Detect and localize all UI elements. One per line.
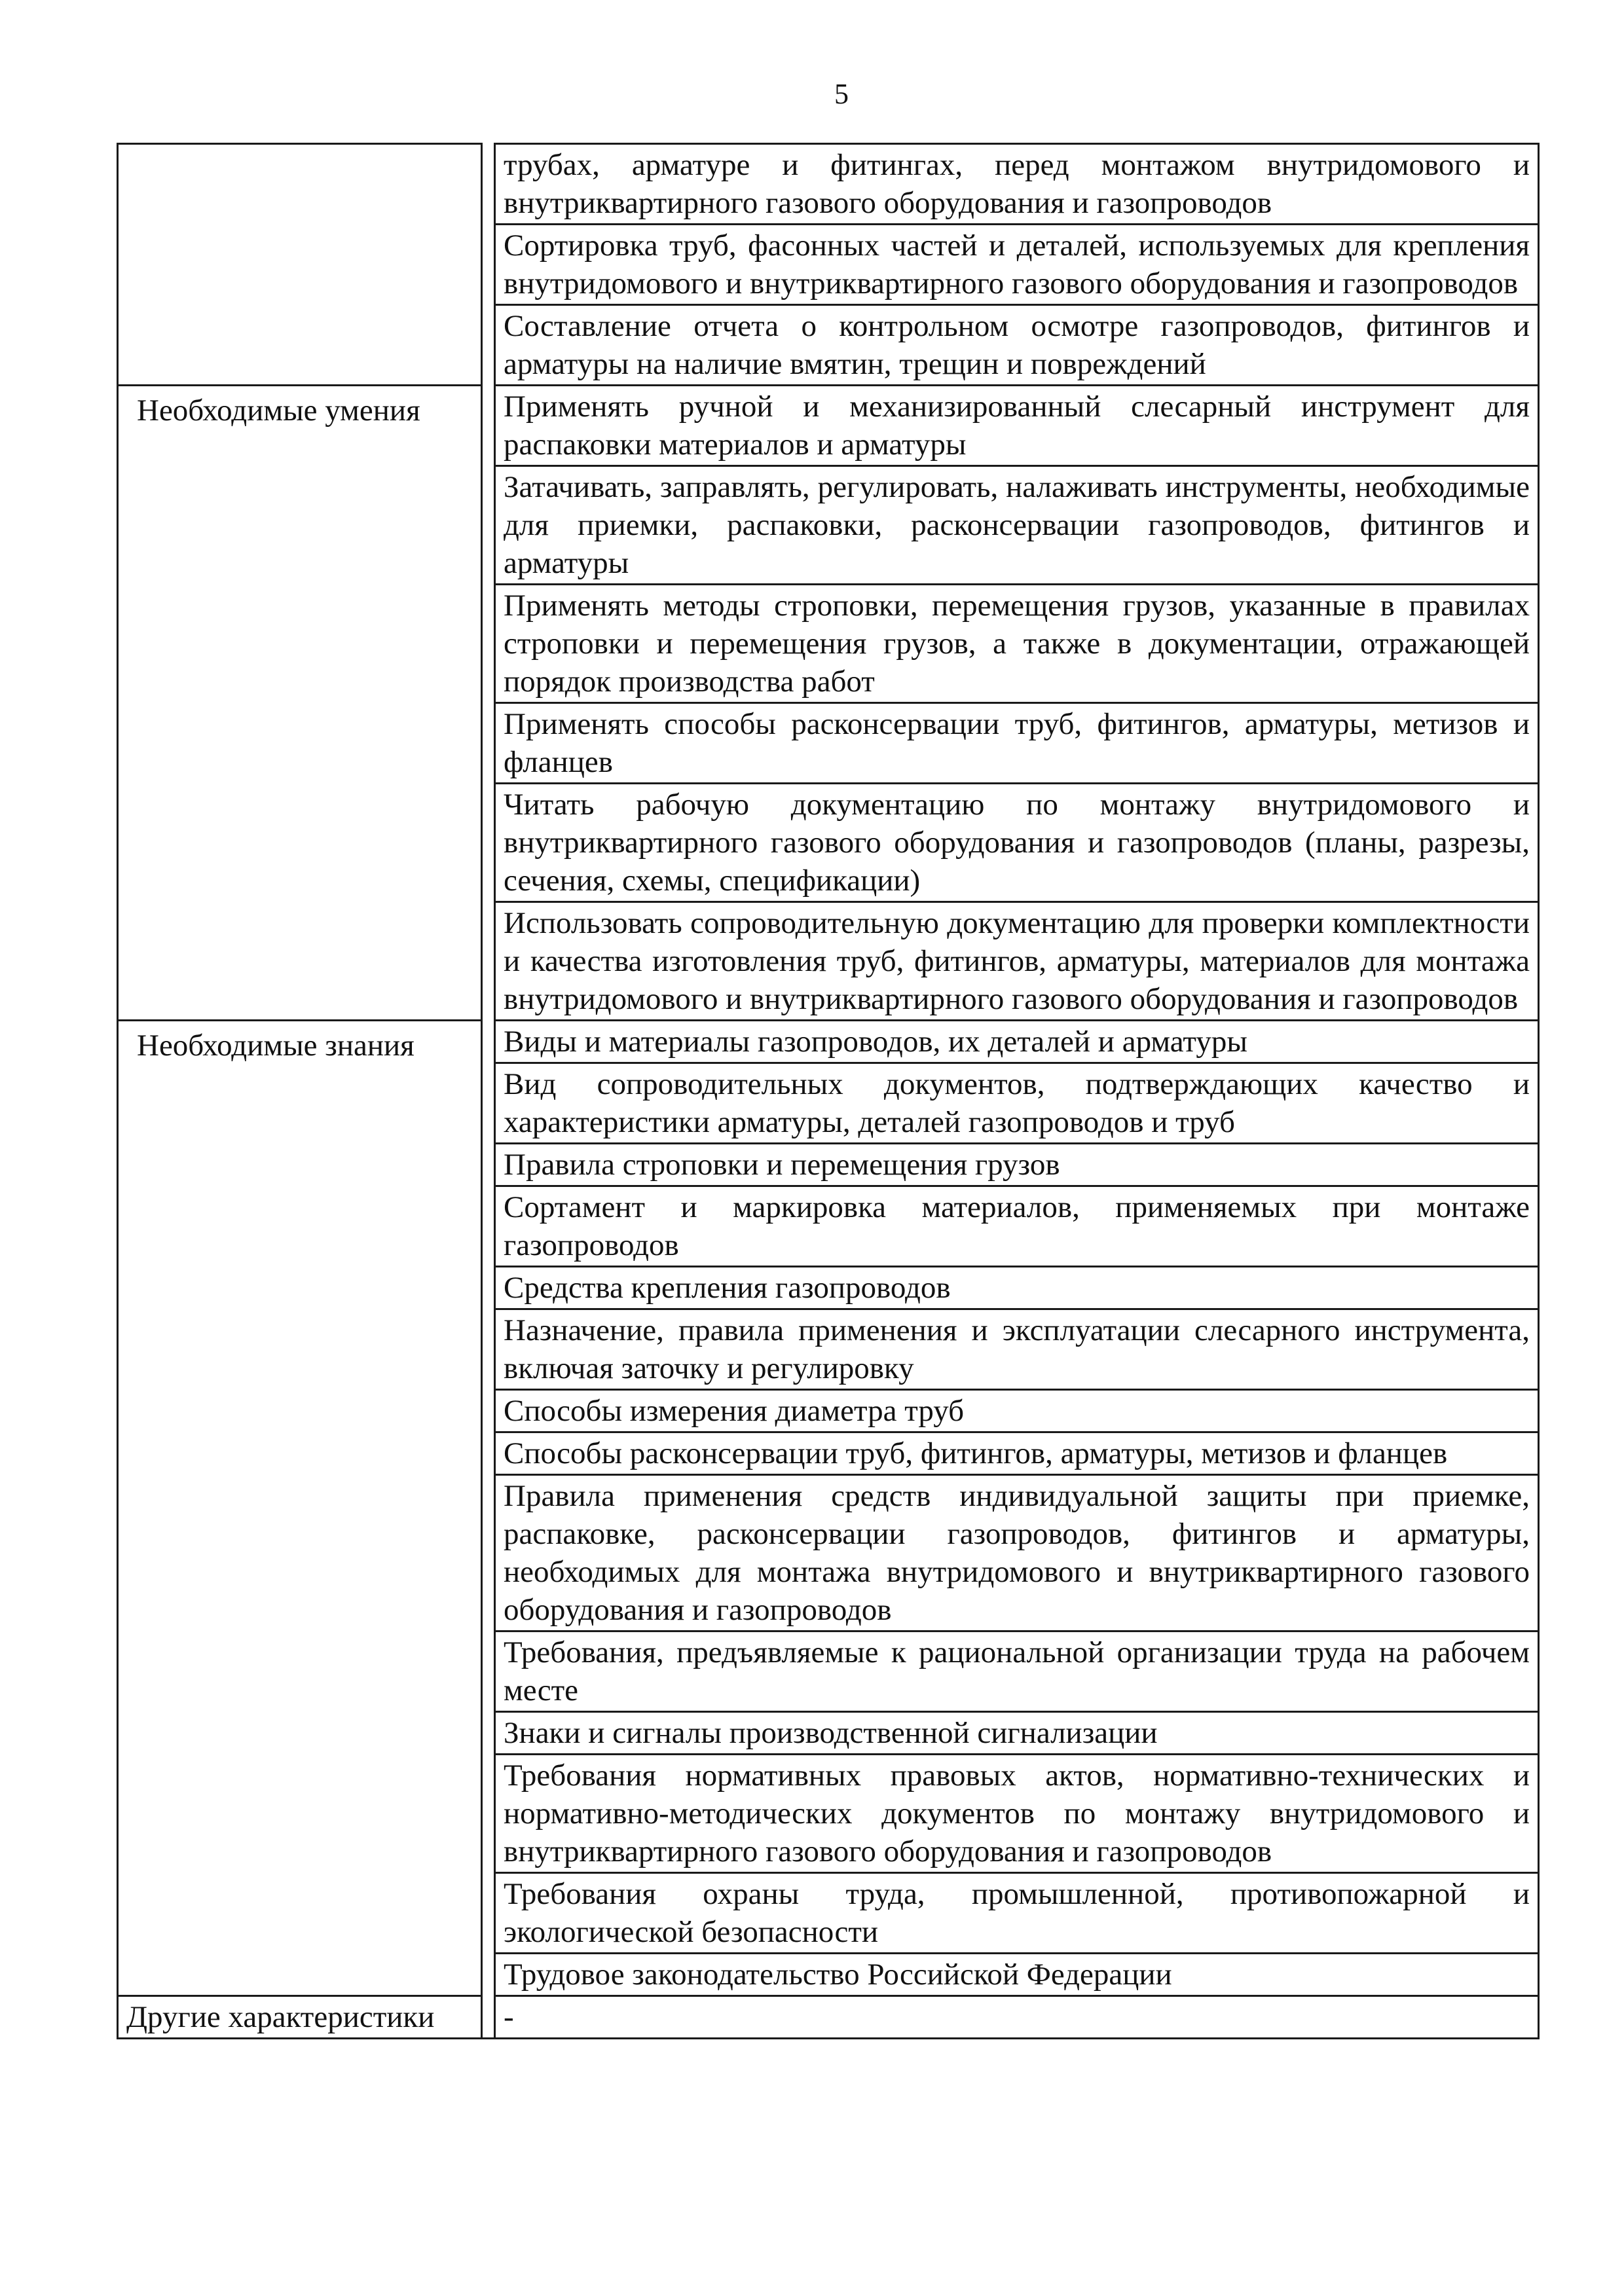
skill-item: Использовать сопроводительную документацию для проверки комплектности и качества изготовления труб, фитингов, арматуры, материалов для монтажа внутридомового и внутриквартирного газового оборудования и газопроводов (495, 902, 1539, 1021)
knowledge-item: Знаки и сигналы производственной сигнализации (495, 1712, 1539, 1755)
knowledge-item: Правила строповки и перемещения грузов (495, 1144, 1539, 1186)
table-row (118, 1996, 1539, 2039)
table-row (118, 144, 1539, 225)
knowledge-item: Средства крепления газопроводов (495, 1267, 1539, 1309)
page-number: 5 (834, 78, 849, 110)
knowledge-item: Назначение, правила применения и эксплуатации слесарного инструмента, включая заточку и регулировку (495, 1309, 1539, 1390)
knowledge-item: Требования охраны труда, промышленной, противопожарной и экологической безопасности (495, 1873, 1539, 1954)
other-label: Другие характеристики (118, 1996, 482, 2039)
knowledge-item: Требования, предъявляемые к рациональной организации труда на рабочем месте (495, 1631, 1539, 1712)
job-function-table (117, 143, 1540, 2039)
table-row (118, 1021, 1539, 1063)
knowledge-item: Трудовое законодательство Российской Федерации (495, 1954, 1539, 1996)
table-row (118, 386, 1539, 466)
knowledge-item: Способы измерения диаметра труб (495, 1390, 1539, 1432)
skill-item: Применять ручной и механизированный слесарный инструмент для распаковки материалов и арматуры (495, 386, 1539, 466)
knowledge-item: Способы расконсервации труб, фитингов, арматуры, метизов и фланцев (495, 1432, 1539, 1475)
knowledge-item: Правила применения средств индивидуальной защиты при приемке, распаковке, расконсервации газопроводов, фитингов и арматуры, необходимых для монтажа внутридомового и внутриквартирного газового оборудования и газопроводов (495, 1475, 1539, 1631)
knowledge-item: Сортамент и маркировка материалов, применяемых при монтаже газопроводов (495, 1186, 1539, 1267)
skill-item: Применять методы строповки, перемещения грузов, указанные в правилах строповки и перемещения грузов, а также в документации, отражающей порядок производства работ (495, 585, 1539, 703)
action-item: Составление отчета о контрольном осмотре газопроводов, фитингов и арматуры на наличие вмятин, трещин и повреждений (495, 305, 1539, 386)
actions-label-cell (118, 144, 482, 386)
knowledge-label: Необходимые знания (118, 1021, 482, 1996)
action-item: Сортировка труб, фасонных частей и деталей, используемых для крепления внутридомового и внутриквартирного газового оборудования и газопроводов (495, 225, 1539, 305)
other-value: - (495, 1996, 1539, 2039)
skill-item: Читать рабочую документацию по монтажу внутридомового и внутриквартирного газового оборудования и газопроводов (планы, разрезы, сечения, схемы, спецификации) (495, 784, 1539, 902)
action-item: трубах, арматуре и фитингах, перед монтажом внутридомового и внутриквартирного газового оборудования и газопроводов (495, 144, 1539, 225)
knowledge-item: Вид сопроводительных документов, подтверждающих качество и характеристики арматуры, деталей газопроводов и труб (495, 1063, 1539, 1144)
skill-item: Затачивать, заправлять, регулировать, налаживать инструменты, необходимые для приемки, распаковки, расконсервации газопроводов, фитингов и арматуры (495, 466, 1539, 585)
knowledge-item: Требования нормативных правовых актов, нормативно-технических и нормативно-методических документов по монтажу внутридомового и внутриквартирного газового оборудования и газопроводов (495, 1755, 1539, 1873)
skills-label: Необходимые умения (118, 386, 482, 1021)
knowledge-item: Виды и материалы газопроводов, их деталей и арматуры (495, 1021, 1539, 1063)
skill-item: Применять способы расконсервации труб, фитингов, арматуры, метизов и фланцев (495, 703, 1539, 784)
